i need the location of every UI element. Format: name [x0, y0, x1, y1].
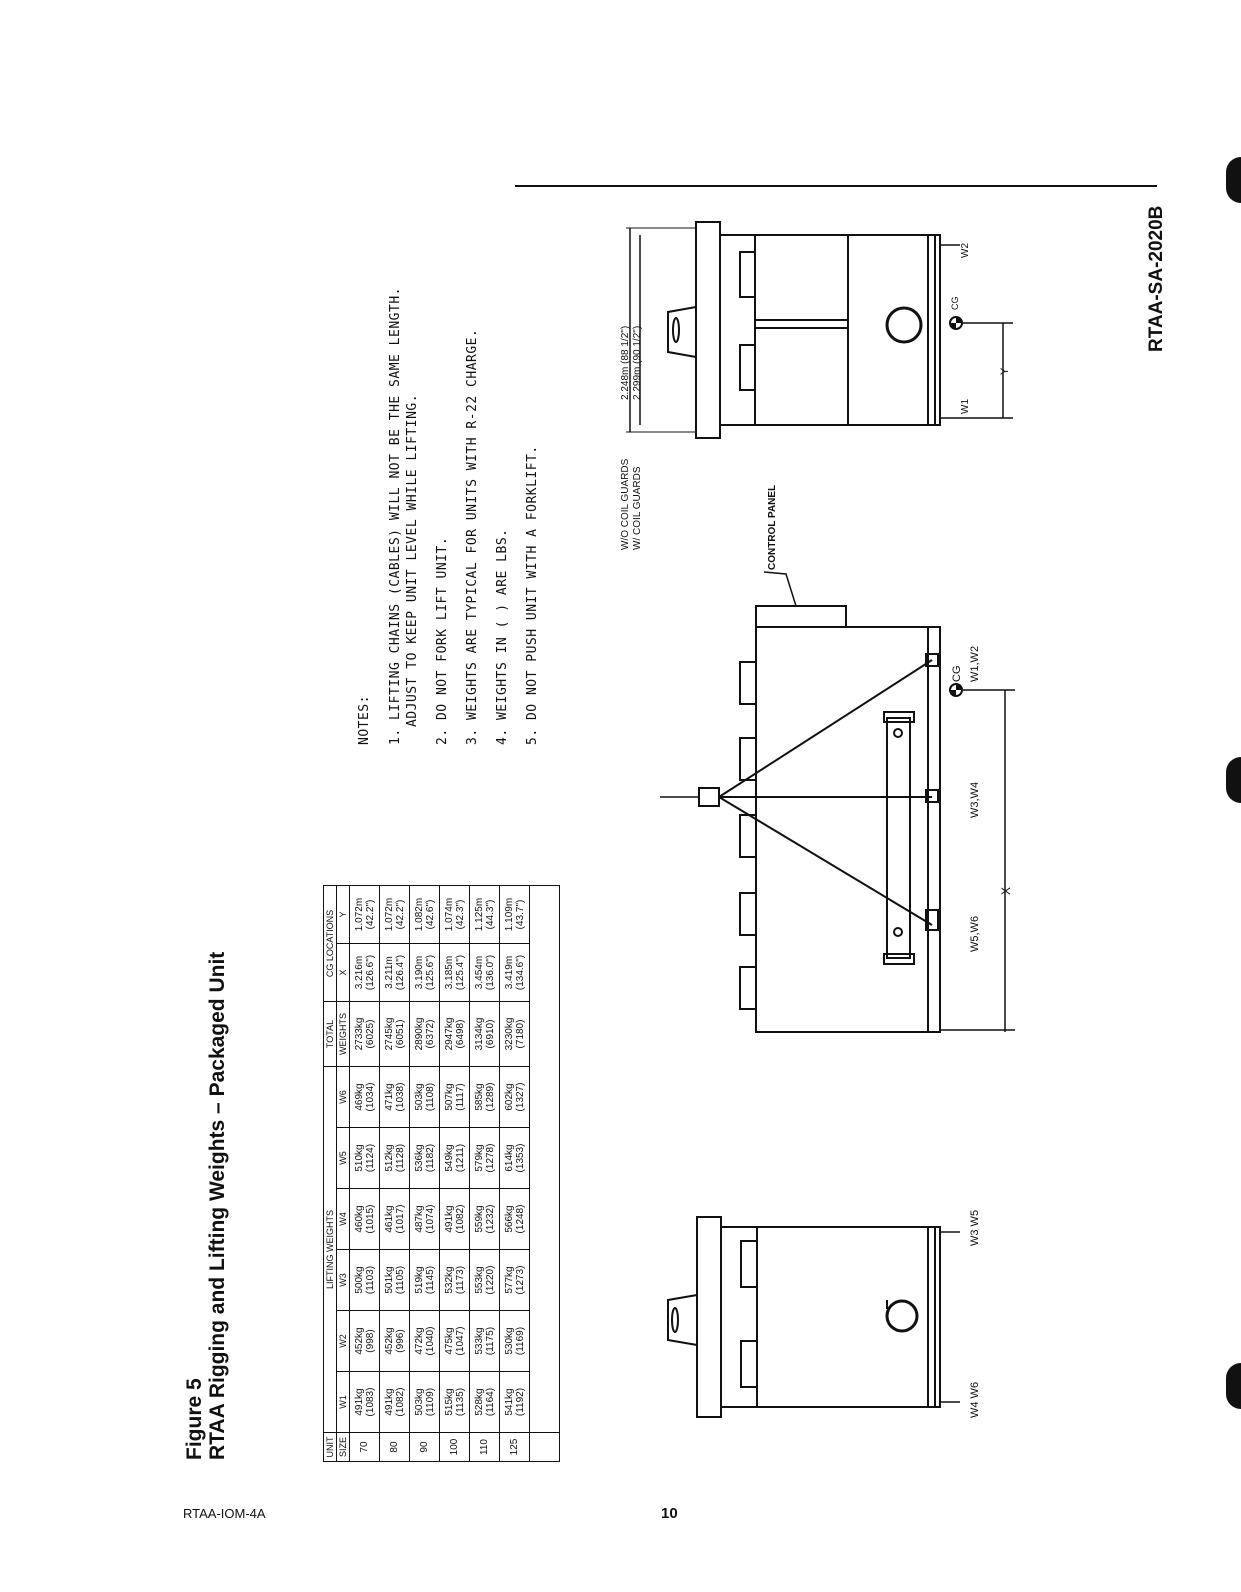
cell-kg-value: 1.072m — [353, 897, 365, 932]
cell-kg-value: 3.216m — [353, 955, 365, 990]
header-weights: WEIGHTS — [337, 1002, 350, 1067]
cell-kg-value: 2733kg — [353, 1017, 365, 1051]
cell-lb-value: (42.2") — [364, 899, 376, 930]
note-2: 2. DO NOT FORK LIFT UNIT. — [435, 536, 450, 745]
cell-kg-value: 491kg — [353, 1388, 365, 1416]
cell-lb-value: (1015) — [364, 1204, 376, 1234]
cell-unit-size: 110 — [470, 1433, 500, 1462]
cell-kg-value: 507kg — [443, 1083, 455, 1111]
header-w5: W5 — [337, 1128, 350, 1189]
note-1-line-1: 1. LIFTING CHAINS (CABLES) WILL NOT BE THE SAME LENGTH. — [388, 287, 403, 745]
cell-lb-value: (1105) — [394, 1265, 406, 1295]
header-total: TOTAL — [324, 1002, 337, 1067]
cell-kg-value: 515kg — [443, 1388, 455, 1416]
page-number: 10 — [661, 1505, 678, 1522]
label-w1-w2: W1,W2 — [969, 645, 981, 682]
cell-unit-size: 90 — [410, 1433, 440, 1462]
cell-unit-size: 70 — [350, 1433, 380, 1462]
cell-kg-value: 1.125m — [473, 897, 485, 932]
cell-lb-value: (1117) — [454, 1083, 466, 1111]
label-cg-end: CG — [950, 296, 960, 310]
cell-lb-value: (1289) — [484, 1082, 496, 1112]
cell-lb-value: (6051) — [394, 1019, 406, 1049]
cell-lb-value: (1082) — [394, 1387, 406, 1417]
cell-kg-value: 510kg — [353, 1144, 365, 1172]
figure-caption: RTAA Rigging and Lifting Weights – Packaged Unit — [206, 951, 229, 1460]
cell-kg-value: 528kg — [473, 1388, 485, 1416]
document-code: RTAA-SA-2020B — [1146, 205, 1167, 352]
cell-kg-value: 491kg — [443, 1205, 455, 1233]
label-with-coil-guards: W/ COIL GUARDS — [632, 466, 643, 550]
cell-kg-value: 532kg — [443, 1266, 455, 1294]
label-cg-side: CG — [951, 665, 963, 682]
cell-lb-value: (126.6") — [364, 954, 376, 991]
end-view-left — [668, 1217, 960, 1417]
cell-lb-value: (44.3") — [484, 899, 496, 930]
cell-kg-value: 577kg — [503, 1266, 515, 1294]
label-control-panel: CONTROL PANEL — [767, 484, 778, 570]
header-w1: W1 — [337, 1372, 350, 1433]
cell-kg-value: 614kg — [503, 1144, 515, 1172]
cell-lb-value: (6498) — [454, 1019, 466, 1049]
cell-lb-value: (1273) — [514, 1265, 526, 1295]
end-view-right — [626, 222, 1013, 438]
cell-lb-value: (1103) — [364, 1265, 376, 1295]
side-view — [660, 572, 1015, 1032]
cell-lb-value: (1173) — [454, 1265, 466, 1295]
cell-kg-value: 602kg — [503, 1083, 515, 1111]
header-size: SIZE — [337, 1433, 350, 1462]
cell-lb-value: (1074) — [424, 1204, 436, 1234]
cell-lb-value: (1108) — [424, 1082, 436, 1112]
cell-kg-value: 3230kg — [503, 1017, 515, 1051]
header-w6: W6 — [337, 1067, 350, 1128]
cell-unit-size: 80 — [380, 1433, 410, 1462]
cell-lb-value: (1327) — [514, 1082, 526, 1112]
figure-number: Figure 5 — [183, 1378, 206, 1460]
cell-lb-value: (1034) — [364, 1082, 376, 1112]
cell-kg-value: 3.190m — [413, 955, 425, 990]
cell-kg-value: 460kg — [353, 1205, 365, 1233]
cell-kg-value: 1.082m — [413, 897, 425, 932]
cell-lb-value: (1211) — [454, 1143, 466, 1173]
cell-kg-value: 559kg — [473, 1205, 485, 1233]
cell-kg-value: 469kg — [353, 1083, 365, 1111]
header-w4: W4 — [337, 1189, 350, 1250]
cell-lb-value: (42.6") — [424, 899, 436, 930]
label-y: Y — [999, 367, 1011, 375]
cell-lb-value: (1135) — [454, 1387, 466, 1417]
label-w5-w6: W5,W6 — [969, 915, 981, 952]
cg-marker-side — [950, 684, 962, 696]
cell-kg-value: 536kg — [413, 1144, 425, 1172]
cell-kg-value: 3134kg — [473, 1017, 485, 1051]
cell-lb-value: (6025) — [364, 1019, 376, 1049]
note-5: 5. DO NOT PUSH UNIT WITH A FORKLIFT. — [525, 445, 540, 745]
header-y: Y — [337, 886, 350, 944]
cell-lb-value: (1192) — [514, 1387, 526, 1417]
cell-kg-value: 2745kg — [383, 1017, 395, 1051]
label-w1: W1 — [960, 399, 971, 414]
label-w2: W2 — [960, 243, 971, 258]
header-x: X — [337, 944, 350, 1002]
cell-lb-value: (6372) — [424, 1019, 436, 1049]
cell-kg-value: 3.454m — [473, 955, 485, 990]
cell-lb-value: (1082) — [454, 1204, 466, 1234]
cell-lb-value: (1038) — [394, 1082, 406, 1112]
cell-kg-value: 472kg — [413, 1327, 425, 1355]
cell-lb-value: (1248) — [514, 1204, 526, 1234]
cell-lb-value: (1145) — [424, 1265, 436, 1295]
label-without-coil-guards: W/O COIL GUARDS — [620, 458, 631, 550]
cell-lb-value: (1278) — [484, 1143, 496, 1173]
label-w4-w6: W4 W6 — [969, 1381, 981, 1418]
cell-lb-value: (7180) — [514, 1019, 526, 1049]
cell-kg-value: 579kg — [473, 1144, 485, 1172]
cell-kg-value: 503kg — [413, 1388, 425, 1416]
cell-kg-value: 500kg — [353, 1266, 365, 1294]
cell-kg-value: 549kg — [443, 1144, 455, 1172]
cell-lb-value: (125.6") — [424, 954, 436, 991]
cell-kg-value: 487kg — [413, 1205, 425, 1233]
cell-lb-value: (998) — [364, 1329, 376, 1353]
cell-kg-value: 452kg — [353, 1327, 365, 1355]
cell-lb-value: (1109) — [424, 1387, 436, 1417]
cell-kg-value: 503kg — [413, 1083, 425, 1111]
footer-doc-id: RTAA-IOM-4A — [183, 1506, 266, 1521]
cell-kg-value: 519kg — [413, 1266, 425, 1294]
cell-lb-value: (1232) — [484, 1204, 496, 1234]
cell-lb-value: (42.2") — [394, 899, 406, 930]
cell-lb-value: (1220) — [484, 1265, 496, 1295]
cell-lb-value: (1083) — [364, 1387, 376, 1417]
cell-kg-value: 1.072m — [383, 897, 395, 932]
header-lifting-weights: LIFTING WEIGHTS — [324, 1067, 337, 1433]
cell-kg-value: 585kg — [473, 1083, 485, 1111]
cell-lb-value: (134.6") — [514, 954, 526, 991]
header-w2: W2 — [337, 1311, 350, 1372]
cell-kg-value: 3.185m — [443, 955, 455, 990]
note-4: 4. WEIGHTS IN ( ) ARE LBS. — [495, 528, 510, 745]
cell-unit-size: 100 — [440, 1433, 470, 1462]
label-w3-w5: W3 W5 — [969, 1209, 981, 1246]
cell-kg-value: 530kg — [503, 1327, 515, 1355]
note-1-line-2: ADJUST TO KEEP UNIT LEVEL WHILE LIFTING. — [405, 393, 420, 727]
cell-lb-value: (126.4") — [394, 954, 406, 991]
cell-lb-value: (1124) — [364, 1143, 376, 1173]
cell-kg-value: 491kg — [383, 1388, 395, 1416]
dimension-width-with-guards: 2.299m (90 1/2") — [632, 325, 643, 400]
cell-lb-value: (1175) — [484, 1326, 496, 1356]
header-cg-locations: CG LOCATIONS — [324, 886, 337, 1002]
cell-kg-value: 2890kg — [413, 1017, 425, 1051]
cell-unit-size: 125 — [500, 1433, 530, 1462]
note-3: 3. WEIGHTS ARE TYPICAL FOR UNITS WITH R-22 CHARGE. — [465, 328, 480, 745]
cell-kg-value: 541kg — [503, 1388, 515, 1416]
cell-kg-value: 533kg — [473, 1327, 485, 1355]
cell-kg-value: 512kg — [383, 1144, 395, 1172]
cell-lb-value: (1182) — [424, 1143, 436, 1173]
cell-lb-value: (996) — [394, 1329, 406, 1353]
cell-kg-value: 3.211m — [383, 956, 395, 989]
header-w3: W3 — [337, 1250, 350, 1311]
cell-kg-value: 2947kg — [443, 1017, 455, 1051]
cell-kg-value: 452kg — [383, 1327, 395, 1355]
dimension-width-without-guards: 2.248m (88 1/2") — [620, 325, 631, 400]
label-x: X — [999, 886, 1013, 895]
cell-kg-value: 501kg — [383, 1266, 395, 1294]
cg-marker-end — [950, 317, 962, 329]
cell-lb-value: (1353) — [514, 1143, 526, 1173]
cell-kg-value: 471kg — [383, 1083, 395, 1111]
notes-heading: NOTES: — [357, 695, 372, 745]
header-unit: UNIT — [324, 1433, 337, 1462]
cell-lb-value: (43.7") — [514, 899, 526, 930]
cell-lb-value: (6910) — [484, 1019, 496, 1049]
cell-kg-value: 3.419m — [503, 955, 515, 990]
cell-kg-value: 566kg — [503, 1205, 515, 1233]
cell-kg-value: 1.074m — [443, 897, 455, 932]
cell-lb-value: (1017) — [394, 1204, 406, 1234]
label-w3-w4: W3,W4 — [969, 781, 981, 818]
cell-lb-value: (125.4") — [454, 954, 466, 991]
cell-kg-value: 461kg — [383, 1205, 395, 1233]
cell-kg-value: 553kg — [473, 1266, 485, 1294]
cell-lb-value: (1047) — [454, 1326, 466, 1356]
cell-lb-value: (1128) — [394, 1143, 406, 1173]
cell-kg-value: 1.109m — [503, 897, 515, 932]
cell-lb-value: (1169) — [514, 1326, 526, 1356]
cell-lb-value: (1040) — [424, 1326, 436, 1356]
cell-lb-value: (136.0") — [484, 954, 496, 991]
cell-lb-value: (42.3") — [454, 899, 466, 930]
cell-kg-value: 475kg — [443, 1327, 455, 1355]
cell-lb-value: (1164) — [484, 1387, 496, 1417]
